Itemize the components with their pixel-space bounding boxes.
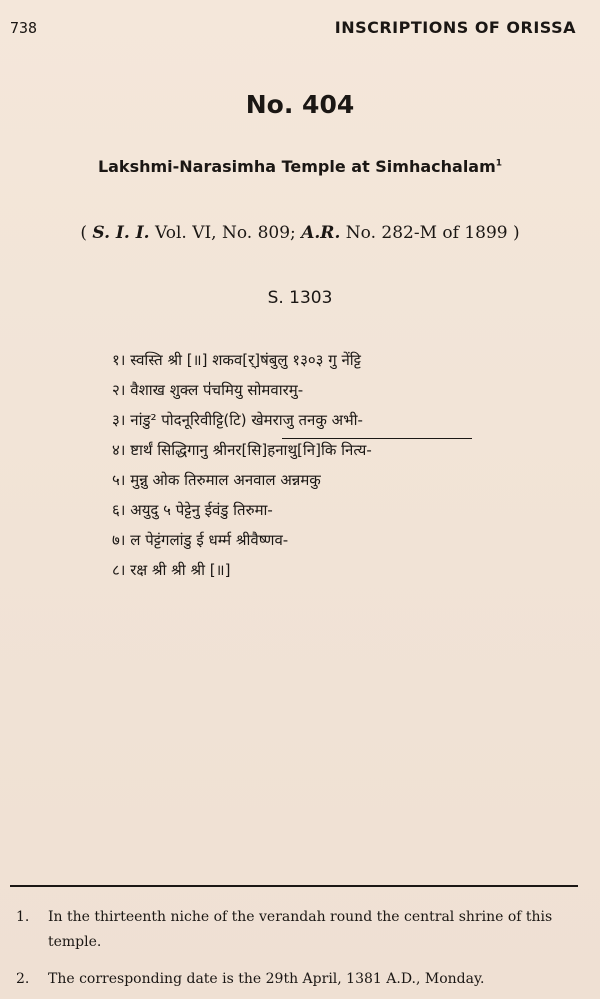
page-number: 738 — [10, 19, 38, 37]
temple-heading — [0, 157, 600, 176]
footnote-rule — [10, 885, 578, 887]
footnote-number: 2. — [16, 971, 30, 987]
text-line: २। वैशाख शुक्ल प॑चमियु सोमवारमु- — [112, 381, 304, 399]
ref-ar-rest: No. 282-M of 1899 ) — [340, 223, 520, 243]
footnotes — [16, 905, 560, 992]
text-line: ७। ल पेट्टंगलांडु ई धर्म्म श्रीवैष्णव- — [112, 531, 289, 549]
ref-sii-rest: Vol. VI, No. 809; — [149, 223, 302, 243]
footnote-text: In the thirteenth niche of the verandah round the central shrine of this temple. — [48, 909, 553, 950]
text-line: ४। ष्टार्थं सिद्धिगानु श्रीनर[सि]हनाथु[नि]कि नित्य- — [112, 441, 372, 459]
ref-open: ( — [80, 223, 93, 243]
footnote-mark: 1 — [495, 158, 503, 169]
inscription-number: No. 404 — [245, 90, 355, 119]
text-line: ५। मुन्नु ओक तिरुमाल अनवाल अन्नमकु — [112, 471, 321, 489]
running-title: INSCRIPTIONS OF ORISSA — [334, 18, 576, 37]
text-line: ८। रक्ष श्री श्री श्री [॥] — [112, 561, 231, 579]
ref-ar: A.R. — [301, 223, 341, 243]
references — [0, 223, 600, 243]
footnote — [16, 905, 560, 955]
inscription-text — [112, 345, 552, 585]
footnote-text: The corresponding date is the 29th April, 1381 A.D., Monday. — [48, 971, 485, 987]
footnote-number: 1. — [16, 909, 30, 925]
era-date: S. 1303 — [267, 288, 333, 308]
underline — [282, 438, 472, 439]
text-line: ३। नांडु² पोदनूरिवीट्टि(टि) खेमराजु तनकु अभी- — [112, 411, 363, 429]
text-line: १। स्वस्ति श्री [॥] शकव[र्]षंबुलु १३०३ गु नेंट्टि — [112, 351, 361, 369]
text-line: ६। अयुदु ५ पेट्टेनु ईवंडु तिरुमा- — [112, 501, 273, 519]
temple-name: Lakshmi-Narasimha Temple at Simhachalam — [97, 157, 496, 176]
ref-sii: S. I. I. — [92, 223, 150, 243]
running-head — [10, 18, 576, 37]
footnote — [16, 967, 560, 992]
